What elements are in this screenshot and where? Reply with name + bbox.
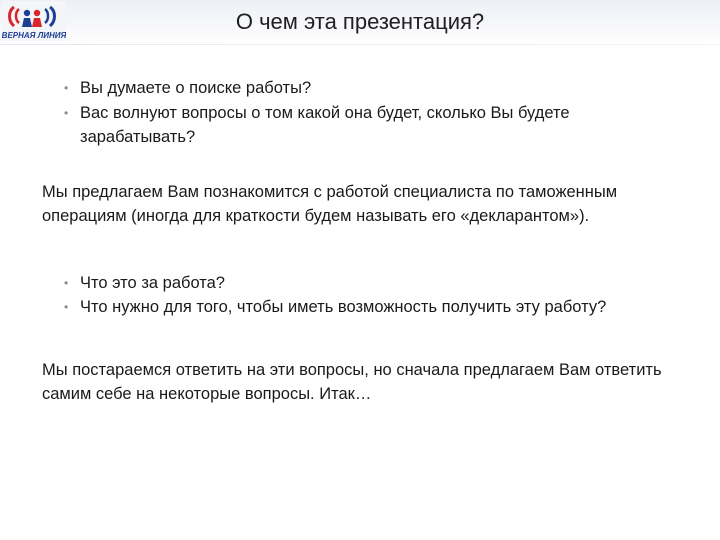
bullet-text: Что это за работа?: [80, 273, 225, 292]
list-item: [42, 101, 682, 150]
bullet-text: Вас волнуют вопросы о том какой она будет, сколько Вы будете зарабатывать?: [80, 103, 570, 146]
list-item: [42, 295, 682, 320]
bullet-text: Вы думаете о поиске работы?: [80, 79, 312, 97]
bullet-icon: •: [64, 275, 69, 290]
intro-paragraph: Мы предлагаем Вам познакомится с работой специалиста по таможенным операциям (иногда для краткости будем называть его «декларантом»).: [42, 182, 618, 225]
intro-bullet-list: [42, 76, 682, 150]
list-item: [42, 76, 682, 101]
question-bullet-list: [42, 271, 682, 320]
slide-title: О чем эта презентация?: [235, 9, 485, 34]
closing-paragraph: Мы постараемся ответить на эти вопросы, но сначала предлагаем Вам ответить самим себе на некоторые вопросы. Итак…: [42, 360, 662, 403]
bullet-icon: •: [64, 105, 69, 120]
bullet-icon: •: [64, 81, 69, 95]
bullet-icon: •: [64, 300, 69, 314]
list-item: [42, 271, 682, 296]
logo-graphic: [2, 1, 66, 41]
bullet-text: Что нужно для того, чтобы иметь возможность получить эту работу?: [80, 298, 607, 316]
company-logo: [2, 1, 66, 41]
logo-text: ВЕРНАЯ ЛИНИЯ: [2, 31, 66, 40]
slide-body: [42, 76, 682, 407]
header-divider: [0, 44, 720, 45]
